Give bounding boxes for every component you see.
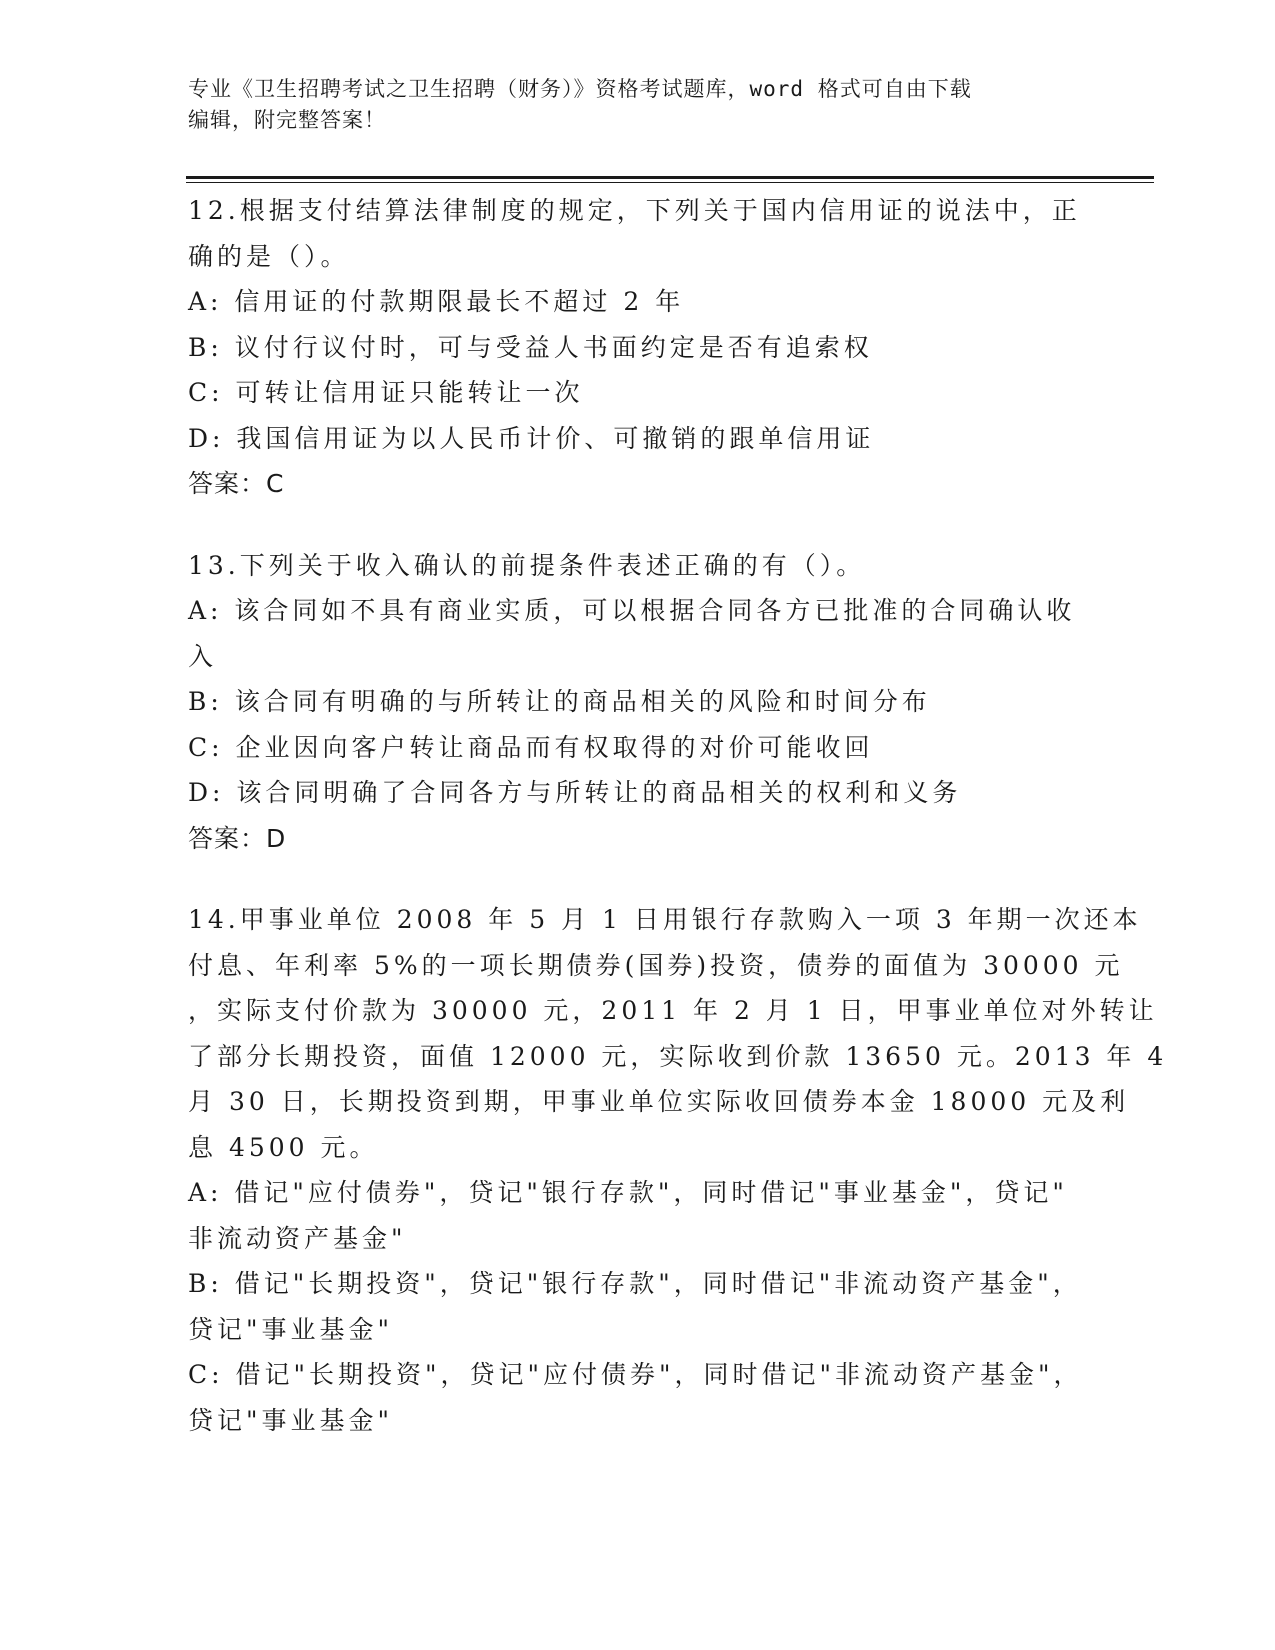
option-a-continued: 非流动资产基金" (188, 1223, 407, 1253)
header-divider-thick (186, 176, 1154, 179)
question-stem-line: 13.下列关于收入确认的前提条件表述正确的有（）。 (188, 550, 866, 580)
option-d: D: 我国信用证为以人民币计价、可撤销的跟单信用证 (188, 423, 875, 453)
option-c: C: 借记"长期投资"，贷记"应付债券"，同时借记"非流动资产基金"， (188, 1360, 1083, 1389)
question-stem-line: 月 30 日，长期投资到期，甲事业单位实际收回债券本金 18000 元及利 (188, 1087, 1130, 1116)
question-12 (188, 188, 1081, 507)
option-b: B: 议付行议付时，可与受益人书面约定是否有追索权 (188, 332, 873, 362)
question-stem-line: 了部分长期投资，面值 12000 元，实际收到价款 13650 元。2013 年 4 (188, 1041, 1168, 1071)
option-c: C: 企业因向客户转让商品而有权取得的对价可能收回 (188, 732, 874, 762)
option-b: B: 借记"长期投资"，贷记"银行存款"，同时借记"非流动资产基金"， (188, 1269, 1082, 1298)
header-divider-thin (186, 182, 1154, 183)
header-line-1: 专业《卫生招聘考试之卫生招聘（财务）》资格考试题库，word 格式可自由下载 (188, 77, 972, 101)
question-stem-line: 14.甲事业单位 2008 年 5 月 1 日用银行存款购入一项 3 年期一次还本 (188, 905, 1142, 934)
option-a: A: 该合同如不具有商业实质，可以根据合同各方已批准的合同确认收 (188, 596, 1076, 625)
header-line-2: 编辑，附完整答案！ (188, 108, 386, 132)
option-a: A: 借记"应付债券"，贷记"银行存款"，同时借记"事业基金"，贷记" (188, 1178, 1068, 1207)
option-a: A: 信用证的付款期限最长不超过 2 年 (188, 287, 685, 316)
answer-label: 答案：D (188, 823, 287, 853)
document-header (188, 74, 1068, 136)
option-d: D: 该合同明确了合同各方与所转让的商品相关的权利和义务 (188, 778, 962, 807)
question-stem-line: 付息、年利率 5%的一项长期债券(国券)投资，债券的面值为 30000 元 (188, 950, 1124, 980)
question-stem-line: 息 4500 元。 (188, 1132, 379, 1162)
option-a-continued: 入 (188, 641, 218, 671)
answer-label: 答案：C (188, 469, 285, 498)
question-list (188, 188, 1168, 1479)
option-c-continued: 贷记"事业基金" (188, 1405, 393, 1435)
option-b-continued: 贷记"事业基金" (188, 1314, 393, 1344)
question-stem-line: 确的是（）。 (188, 241, 350, 271)
option-c: C: 可转让信用证只能转让一次 (188, 378, 584, 407)
question-14 (188, 897, 1168, 1443)
option-b: B: 该合同有明确的与所转让的商品相关的风险和时间分布 (188, 687, 931, 716)
question-stem-line: 12.根据支付结算法律制度的规定，下列关于国内信用证的说法中，正 (188, 196, 1081, 225)
question-stem-line: ，实际支付价款为 30000 元，2011 年 2 月 1 日，甲事业单位对外转让 (188, 996, 1158, 1025)
question-13 (188, 543, 1078, 862)
